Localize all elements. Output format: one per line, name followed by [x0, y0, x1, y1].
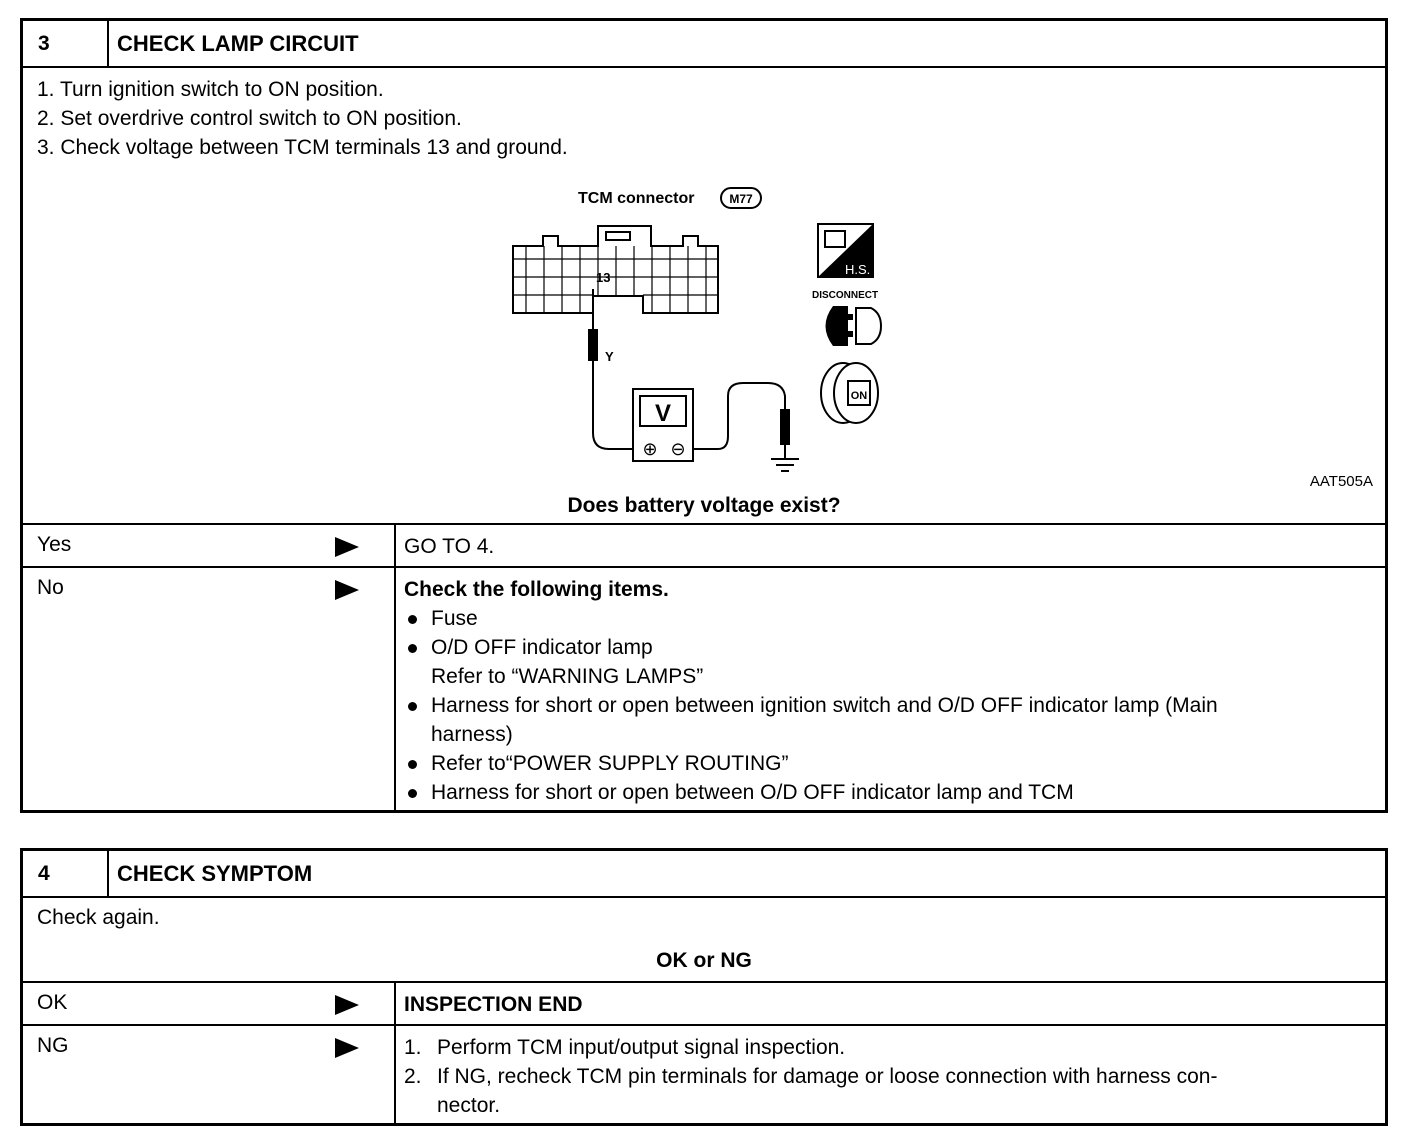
step-3-header — [23, 21, 1385, 68]
step-4-block — [20, 848, 1388, 1126]
yes-label: Yes — [37, 533, 72, 556]
procedure-list — [37, 75, 568, 162]
connector-body — [513, 226, 718, 313]
step-4-text: Check again. — [37, 906, 160, 929]
ignition-key-icon — [821, 363, 878, 423]
step-4-question: OK or NG — [656, 949, 752, 972]
check-item-continued: harness) — [431, 723, 513, 746]
check-item: Fuse — [404, 604, 1377, 633]
disconnect-icon — [826, 306, 882, 346]
procedure-step: 3. Check voltage between TCM terminals 13 and ground. — [37, 136, 568, 159]
ng-action-text-continued: nector. — [437, 1094, 501, 1117]
ng-label: NG — [37, 1034, 69, 1057]
connector-id: M77 — [729, 192, 753, 206]
step-number: 3 — [23, 21, 109, 66]
ok-result-text: INSPECTION END — [404, 993, 583, 1016]
arrow-right-icon — [335, 1038, 359, 1058]
figure-code: AAT505A — [1309, 473, 1373, 490]
yes-row — [23, 523, 1385, 568]
tcm-connector-diagram — [23, 181, 1385, 490]
wire-color-label: Y — [605, 349, 614, 364]
ng-action — [404, 1033, 1377, 1062]
no-heading: Check the following items. — [404, 578, 669, 601]
ground-lead — [693, 383, 790, 459]
ok-result — [394, 983, 1385, 1026]
disconnect-label: DISCONNECT — [812, 290, 879, 301]
ng-row — [23, 1024, 1385, 1123]
ok-label: OK — [37, 991, 68, 1014]
arrow-right-icon — [335, 995, 359, 1015]
voltmeter-icon — [633, 389, 693, 461]
ground-symbol-icon — [771, 459, 799, 471]
step-number: 4 — [23, 851, 109, 896]
procedure-step: 1. Turn ignition switch to ON position. — [37, 78, 384, 101]
check-item-note: Refer to “WARNING LAMPS” — [431, 665, 704, 688]
no-result — [394, 568, 1385, 810]
step-title: CHECK SYMPTOM — [117, 861, 313, 886]
arrow-right-icon — [335, 537, 359, 557]
ng-action-number: 1. — [404, 1036, 422, 1059]
plus-terminal: ⊕ — [642, 439, 658, 459]
minus-terminal: ⊖ — [670, 439, 686, 459]
check-item: Harness for short or open between ignition switch and O/D OFF indicator lamp (Main — [404, 691, 1377, 720]
ignition-key-label: ON — [850, 390, 868, 402]
check-item: Refer to“POWER SUPPLY ROUTING” — [404, 749, 1377, 778]
ok-row — [23, 981, 1385, 1026]
check-item: Harness for short or open between O/D OFF indicator lamp and TCM — [404, 778, 1377, 807]
step-title: CHECK LAMP CIRCUIT — [117, 31, 359, 56]
ng-action — [404, 1062, 1377, 1120]
harness-side-icon — [818, 224, 873, 277]
procedure-step: 2. Set overdrive control switch to ON position. — [37, 107, 462, 130]
step-3-question: Does battery voltage exist? — [567, 494, 841, 517]
ng-action-list — [404, 1033, 1377, 1120]
no-label: No — [37, 576, 64, 599]
step-4-header — [23, 851, 1385, 898]
ng-action-number: 2. — [404, 1065, 422, 1088]
ng-action-text: Perform TCM input/output signal inspection. — [437, 1036, 846, 1059]
step-3-block — [20, 18, 1388, 813]
ng-result — [394, 1026, 1385, 1123]
yes-result — [394, 525, 1385, 568]
meter-label: V — [654, 400, 672, 427]
arrow-right-icon — [335, 580, 359, 600]
check-item: O/D OFF indicator lamp — [404, 633, 1377, 662]
connector-label: TCM connector — [578, 190, 695, 207]
probe-lead — [588, 289, 633, 449]
hs-label: H.S. — [845, 262, 871, 277]
no-row — [23, 566, 1385, 810]
ng-action-text: If NG, recheck TCM pin terminals for damage or loose connection with harness con- — [437, 1065, 1218, 1088]
terminal-label: 13 — [596, 270, 611, 285]
yes-result-text: GO TO 4. — [404, 535, 495, 558]
